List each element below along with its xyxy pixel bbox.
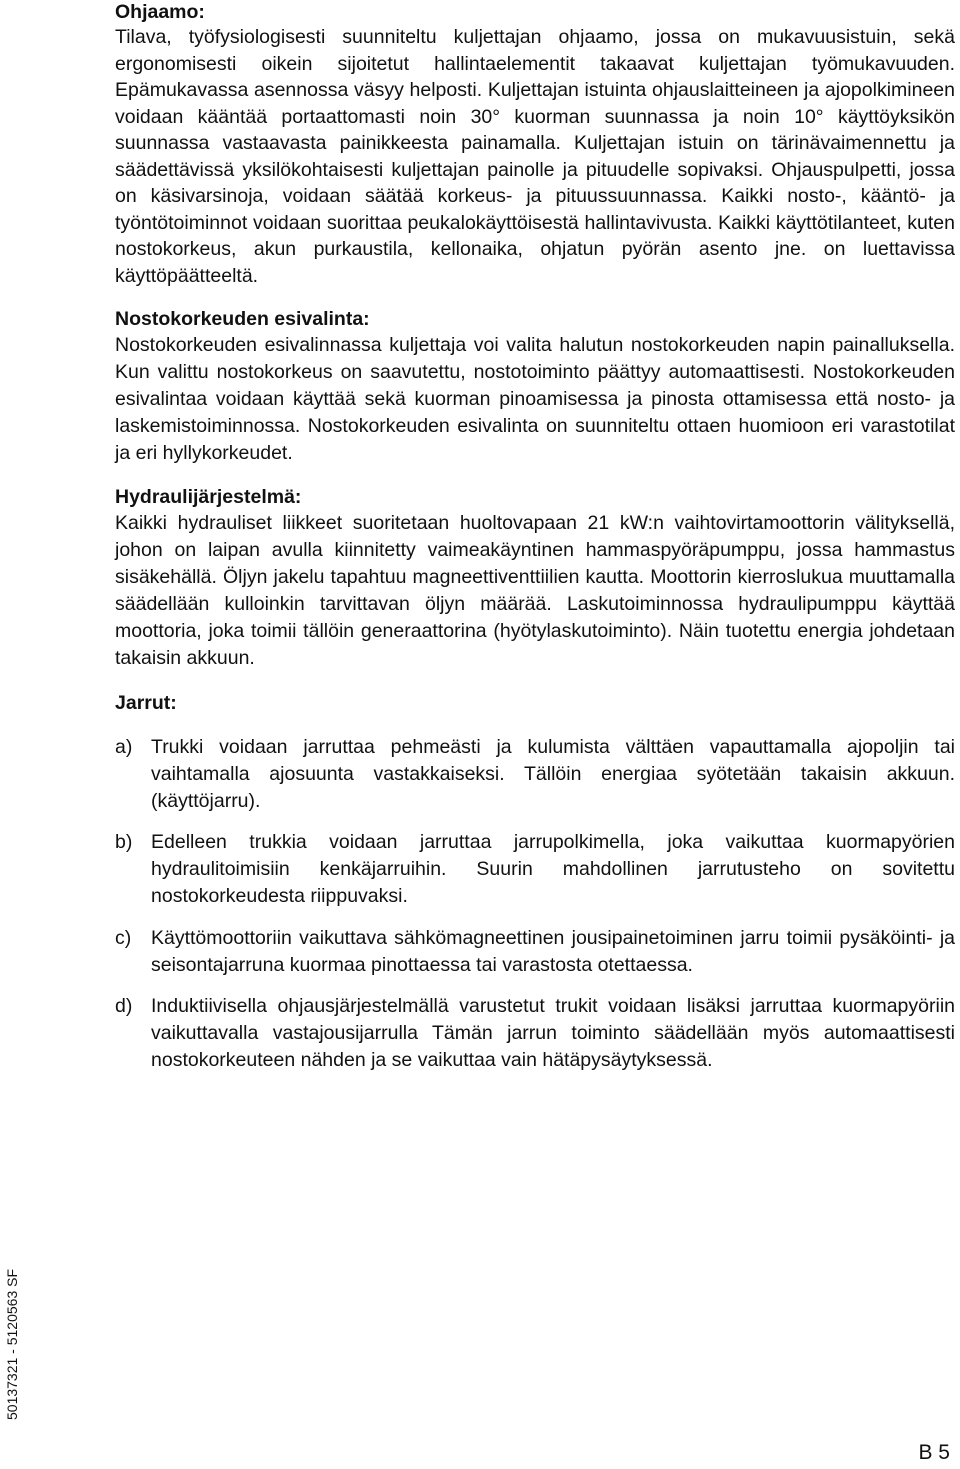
section-heading: Ohjaamo: <box>115 1 205 23</box>
section-heading: Hydraulijärjestelmä: <box>115 486 302 508</box>
section-paragraph: Nostokorkeuden esivalinnassa kuljettaja voi valita halutun nostokorkeuden napin painalluksella. Kun valittu nostokorkeus on saavutettu, nostotoiminto päättyy automaattisesti. Nostokorkeuden esivalintaa voidaan käyttää sekä kuorman pinoamisessa ja pinosta ottamisessa että nosto- ja laskemistoiminnossa. Nostokorkeuden esivalinta on suunniteltu ottaen huomioon eri varastotilat ja eri hyllykorkeudet. <box>115 334 955 464</box>
list-item-text: Edelleen trukkia voidaan jarruttaa jarrupolkimella, joka vaikuttaa kuormapyörien hydraulitoimisiin kenkäjarruihin. Suurin mahdollinen jarrutusteho on sovitettu nostokorkeudesta riippuvaksi. <box>151 831 955 907</box>
page-number: B 5 <box>918 1441 950 1464</box>
list-marker: c) <box>115 927 132 949</box>
list-item-text: Induktiivisella ohjausjärjestelmällä varustetut trukit voidaan lisäksi jarruttaa kuormapyöriin vaikuttavalla vastajousijarrulla Tämän jarrun toiminto säädellään myös automaattisesti nostokorkeuteen nähden ja se vaikuttaa vain hätäpysäytyksessä. <box>151 995 955 1071</box>
section-hydraulijarjestelma <box>115 484 955 672</box>
section-ohjaamo <box>115 0 955 289</box>
section-heading: Jarrut: <box>115 692 177 714</box>
section-paragraph: Kaikki hydrauliset liikkeet suoritetaan huoltovapaan 21 kW:n vaihtovirtamoottorin välityksellä, johon on laipan avulla kiinnitetty vaimeakäyntinen hammaspyöräpumppu, jossa hammastus sisäkehällä. Öljyn jakelu tapahtuu magneettiventtiilien kautta. Moottorin kierroslukua muuttamalla säädellään kulloinkin tarvittavan öljyn määrää. Laskutoiminnossa hydraulipumppu käyttää moottoria, joka toimii tällöin generaattorina (hyötylaskutoiminto). Näin tuotettu energia johdetaan takaisin akkuun. <box>115 512 955 669</box>
list-item <box>115 993 955 1074</box>
list-marker: d) <box>115 995 133 1017</box>
document-code: 50137321 - 5120563 SF <box>4 1268 20 1420</box>
list-item-text: Käyttömoottoriin vaikuttava sähkömagneettinen jousipainetoiminen jarru toimii pysäköinti- ja seisontajarruna kuormaa pinottaessa tai varastosta otettaessa. <box>151 927 955 976</box>
section-paragraph: Tilava, työfysiologisesti suunniteltu kuljettajan ohjaamo, jossa on mukavuusistuin, sekä ergonomisesti oikein sijoitetut hallintaelementit takaavat kuljettajan työmukavuuden. Epämukavassa asennossa väsyy helposti. Kuljettajan istuinta ohjauslaitteineen ja ajopolkimineen voidaan kääntää portaattomasti noin 30° kuorman suunnassa ja noin 10° käyttöyksikön suunnassa vastaavasta painikkeesta painamalla. Kuljettajan istuin on tärinävaimennettu ja säädettävissä yksilökohtaisesti kuljettajan painolle ja pituudelle sopivaksi. Ohjauspulpetti, jossa on käsivarsinoja, voidaan säätää korkeus- ja pituussuunnassa. Kaikki nosto-, kääntö- ja työntötoiminnot voidaan suorittaa peukalokäyttöisestä hallintavivusta. Kaikki käyttötilanteet, kuten nostokorkeus, akun purkaustila, kellonaika, ohjatun pyörän asento jne. on luettavissa käyttöpäätteeltä. <box>115 26 955 287</box>
section-nostokorkeuden-esivalinta <box>115 306 955 467</box>
list-item-text: Trukki voidaan jarruttaa pehmeästi ja kulumista välttäen vapauttamalla ajopoljin tai vaihtamalla ajosuunta vastakkaiseksi. Tällöin energiaa syötetään takaisin akkuun. (käyttöjarru). <box>151 736 955 812</box>
section-heading: Nostokorkeuden esivalinta: <box>115 308 370 330</box>
section-jarrut <box>115 690 955 716</box>
list-marker: b) <box>115 831 133 853</box>
list-marker: a) <box>115 736 133 758</box>
list-item <box>115 829 955 910</box>
list-item <box>115 925 955 979</box>
list-item <box>115 734 955 815</box>
